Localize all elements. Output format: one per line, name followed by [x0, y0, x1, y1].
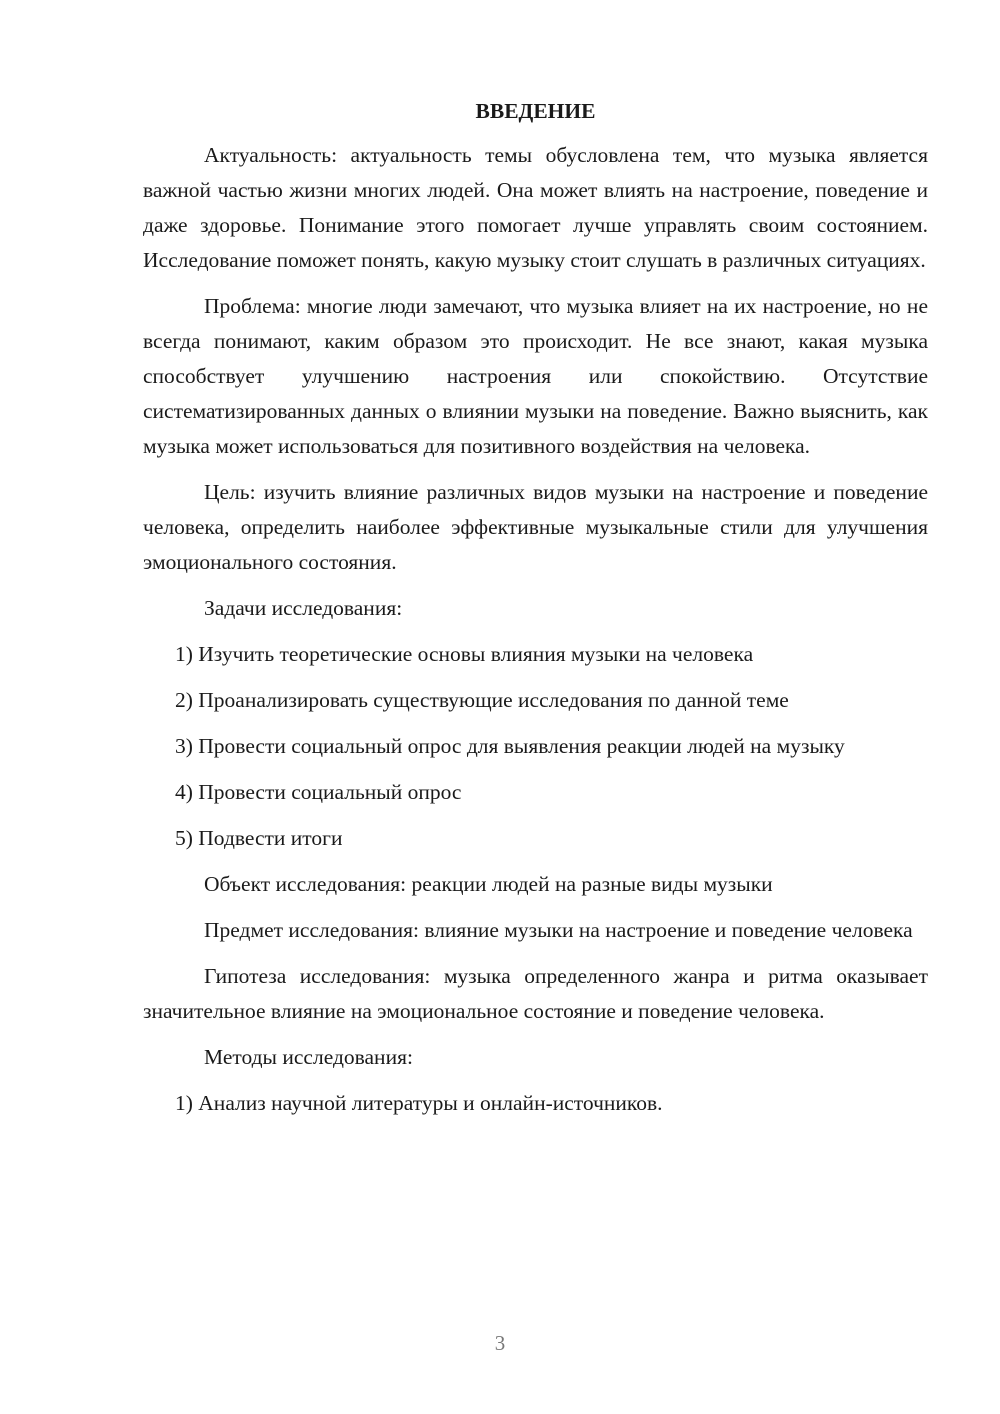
task-item: 3) Провести социальный опрос для выявления реакции людей на музыку	[175, 734, 845, 758]
task-item: 2) Проанализировать существующие исследования по данной теме	[175, 688, 789, 712]
goal-paragraph: Цель: изучить влияние различных видов музыки на настроение и поведение человека, определить наиболее эффективные музыкальные стили для улучшения эмоционального состояния.	[143, 480, 928, 574]
task-item: 4) Провести социальный опрос	[175, 780, 462, 804]
subject-paragraph: Предмет исследования: влияние музыки на настроение и поведение человека	[204, 918, 913, 942]
relevance-paragraph: Актуальность: актуальность темы обусловлена тем, что музыка является важной частью жизни многих людей. Она может влиять на настроение, поведение и даже здоровье. Понимание этого помогает лучше управлять своим состоянием. Исследование поможет понять, какую музыку стоит слушать в различных ситуациях.	[143, 143, 928, 272]
method-item: 1) Анализ научной литературы и онлайн-источников.	[175, 1091, 663, 1115]
page-content	[143, 94, 928, 1132]
problem-paragraph: Проблема: многие люди замечают, что музыка влияет на их настроение, но не всегда понимают, каким образом это происходит. Не все знают, какая музыка способствует улучшению настроения или спокойствию. Отсутствие систематизированных данных о влиянии музыки на поведение. Важно выяснить, как музыка может использоваться для позитивного воздействия на человека.	[143, 294, 928, 458]
task-item: 1) Изучить теоретические основы влияния музыки на человека	[175, 642, 754, 666]
page-number: 3	[494, 1331, 506, 1355]
task-item: 5) Подвести итоги	[175, 826, 343, 850]
page-title: ВВЕДЕНИЕ	[475, 99, 596, 123]
methods-heading: Методы исследования:	[204, 1045, 413, 1069]
hypothesis-paragraph: Гипотеза исследования: музыка определенного жанра и ритма оказывает значительное влияние на эмоциональное состояние и поведение человека.	[143, 964, 928, 1023]
object-paragraph: Объект исследования: реакции людей на разные виды музыки	[204, 872, 773, 896]
tasks-heading: Задачи исследования:	[204, 596, 403, 620]
